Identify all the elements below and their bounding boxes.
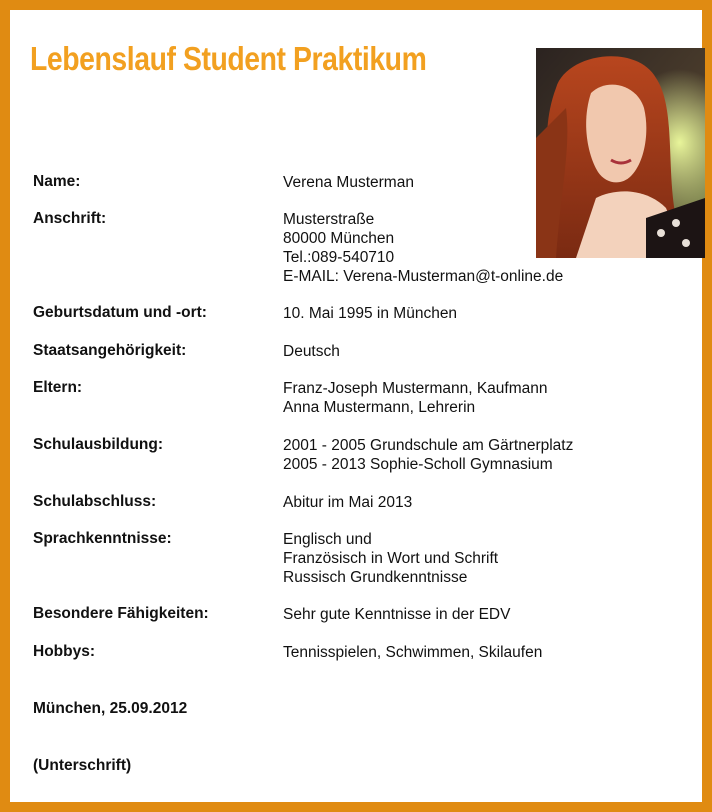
field-label: Eltern:: [33, 379, 83, 396]
field-value: [283, 493, 412, 512]
field-value: [283, 210, 563, 286]
field-value: [283, 342, 340, 361]
field-label: Anschrift:: [33, 210, 107, 227]
document-title: Lebenslauf Student Praktikum: [30, 40, 427, 77]
field-value: [283, 643, 542, 662]
field-value: [283, 436, 573, 474]
field-value: [283, 173, 414, 192]
field-value: [283, 304, 457, 323]
value-line: Verena Musterman: [283, 174, 414, 191]
field-label: Schulabschluss:: [33, 493, 157, 510]
field-value: [283, 605, 510, 624]
value-line: Anna Mustermann, Lehrerin: [283, 399, 476, 416]
value-line: E-MAIL: Verena-Musterman@t-online.de: [283, 268, 564, 285]
value-line: Tel.:089-540710: [283, 249, 395, 266]
field-value: [283, 379, 547, 417]
field-value: [283, 530, 498, 587]
value-line: 2005 - 2013 Sophie-Scholl Gymnasium: [283, 456, 553, 473]
field-label: Hobbys:: [33, 643, 95, 660]
signature-line: (Unterschrift): [33, 757, 132, 774]
field-label: Geburtsdatum und -ort:: [33, 304, 207, 321]
value-line: Deutsch: [283, 343, 340, 360]
field-label: Schulausbildung:: [33, 436, 164, 453]
field-label: Staatsangehörigkeit:: [33, 342, 187, 359]
value-line: 10. Mai 1995 in München: [283, 305, 458, 322]
value-line: Sehr gute Kenntnisse in der EDV: [283, 606, 511, 623]
value-line: Russisch Grundkenntnisse: [283, 569, 468, 586]
field-label: Besondere Fähigkeiten:: [33, 605, 209, 622]
value-line: Französisch in Wort und Schrift: [283, 550, 499, 567]
value-line: 2001 - 2005 Grundschule am Gärtnerplatz: [283, 437, 574, 454]
value-line: Tennisspielen, Schwimmen, Skilaufen: [283, 644, 543, 661]
value-line: Englisch und: [283, 531, 372, 548]
value-line: Musterstraße: [283, 211, 375, 228]
place-date: München, 25.09.2012: [33, 700, 188, 717]
value-line: Abitur im Mai 2013: [283, 494, 413, 511]
field-label: Sprachkenntnisse:: [33, 530, 172, 547]
value-line: 80000 München: [283, 230, 395, 247]
value-line: Franz-Joseph Mustermann, Kaufmann: [283, 380, 548, 397]
field-label: Name:: [33, 173, 81, 190]
